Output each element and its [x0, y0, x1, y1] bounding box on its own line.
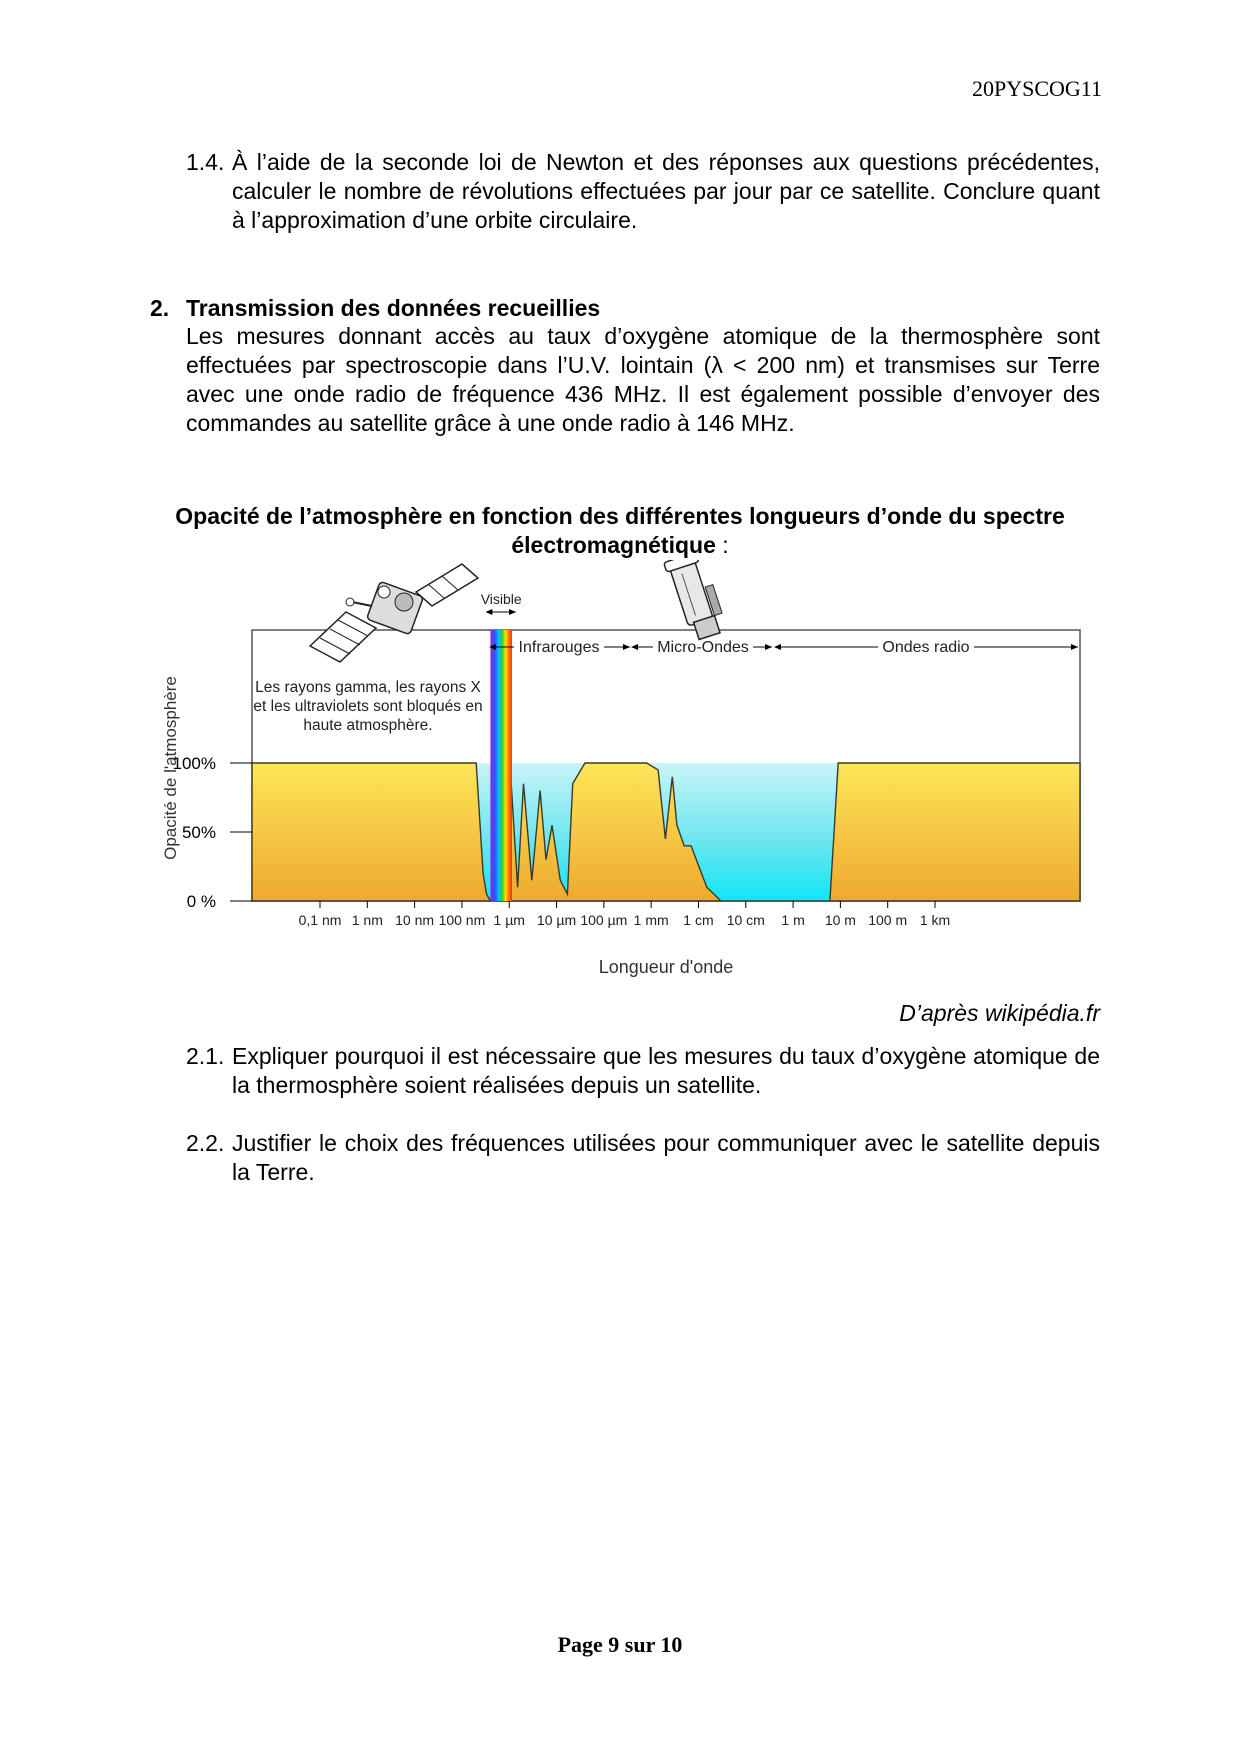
annotation-text: Les rayons gamma, les rayons X et les ultraviolets sont bloqués en haute atmosphère.	[253, 679, 483, 734]
x-tick-label: 100 nm	[438, 912, 486, 928]
section-2-title	[150, 295, 601, 322]
x-tick-label: 10 m	[824, 912, 856, 928]
figure-source: D’après wikipédia.fr	[899, 1000, 1100, 1026]
annotation-box	[252, 678, 484, 762]
x-tick-label: 100 m	[868, 912, 908, 928]
y-tick-label-50: 50%	[181, 823, 216, 842]
document-code: 20PYSCOG11	[972, 76, 1102, 101]
region-label-visible: Visible	[480, 591, 522, 607]
question-number: 2.2.	[186, 1130, 225, 1156]
atmospheric-opacity-chart	[160, 560, 1100, 1000]
x-tick-label: 1 m	[781, 912, 805, 928]
region-label-radio: Ondes radio	[882, 639, 970, 656]
region-label-infrared: Infrarouges	[518, 639, 600, 656]
x-tick-label: 1 km	[919, 912, 951, 928]
question-text: Expliquer pourquoi il est nécessaire que les mesures du taux d’oxygène atomique de la thermosphère soient réalisées depuis un satellite.	[232, 1043, 1100, 1098]
y-axis-label: Opacité de l'atmosphère	[161, 676, 180, 860]
question-number: 1.4.	[186, 149, 225, 175]
x-tick-label: 100 µm	[580, 912, 628, 928]
x-tick-label: 1 mm	[633, 912, 669, 928]
x-axis-label: Longueur d'onde	[598, 957, 734, 977]
question-2-1	[186, 1042, 1100, 1102]
x-tick-label: 1 µm	[493, 912, 525, 928]
region-label-microwave: Micro-Ondes	[657, 639, 749, 656]
figure-title-suffix: :	[715, 532, 729, 558]
y-tick-label-0: 0 %	[186, 892, 216, 911]
x-tick-label: 1 nm	[351, 912, 383, 928]
y-tick-label-100: 100%	[172, 754, 216, 773]
x-axis-ticks	[299, 901, 951, 928]
figure-title-text: Opacité de l’atmosphère en fonction des différentes longueurs d’onde du spectre électromagnétique	[175, 503, 1065, 558]
question-text: Justifier le choix des fréquences utilisées pour communiquer avec le satellite depuis la Terre.	[232, 1130, 1100, 1185]
question-1-4	[186, 148, 1100, 238]
question-text: À l’aide de la seconde loi de Newton et des réponses aux questions précédentes, calculer le nombre de révolutions effectuées par jour par ce satellite. Conclure quant à l’approximation d’une orbite circulaire.	[232, 149, 1100, 233]
question-2-2	[186, 1129, 1100, 1189]
question-number: 2.1.	[186, 1043, 225, 1069]
figure-title	[140, 502, 1100, 560]
visible-band	[490, 630, 512, 901]
x-tick-label: 10 cm	[726, 912, 765, 928]
section-2-body: Les mesures donnant accès au taux d’oxygène atomique de la thermosphère sont effectuées par spectroscopie dans l’U.V. lointain (λ < 200 nm) et transmises sur Terre avec une onde radio de fréquence 436 MHz. Il est également possible d’envoyer des commandes au satellite grâce à une onde radio à 146 MHz.	[186, 323, 1100, 436]
x-tick-label: 0,1 nm	[298, 912, 342, 928]
section-heading: Transmission des données recueillies	[186, 295, 601, 321]
x-tick-label: 10 µm	[536, 912, 577, 928]
x-tick-label: 10 nm	[395, 912, 435, 928]
x-tick-label: 1 cm	[683, 912, 714, 928]
section-number: 2.	[150, 295, 170, 321]
page-number: Page 9 sur 10	[557, 1632, 683, 1657]
